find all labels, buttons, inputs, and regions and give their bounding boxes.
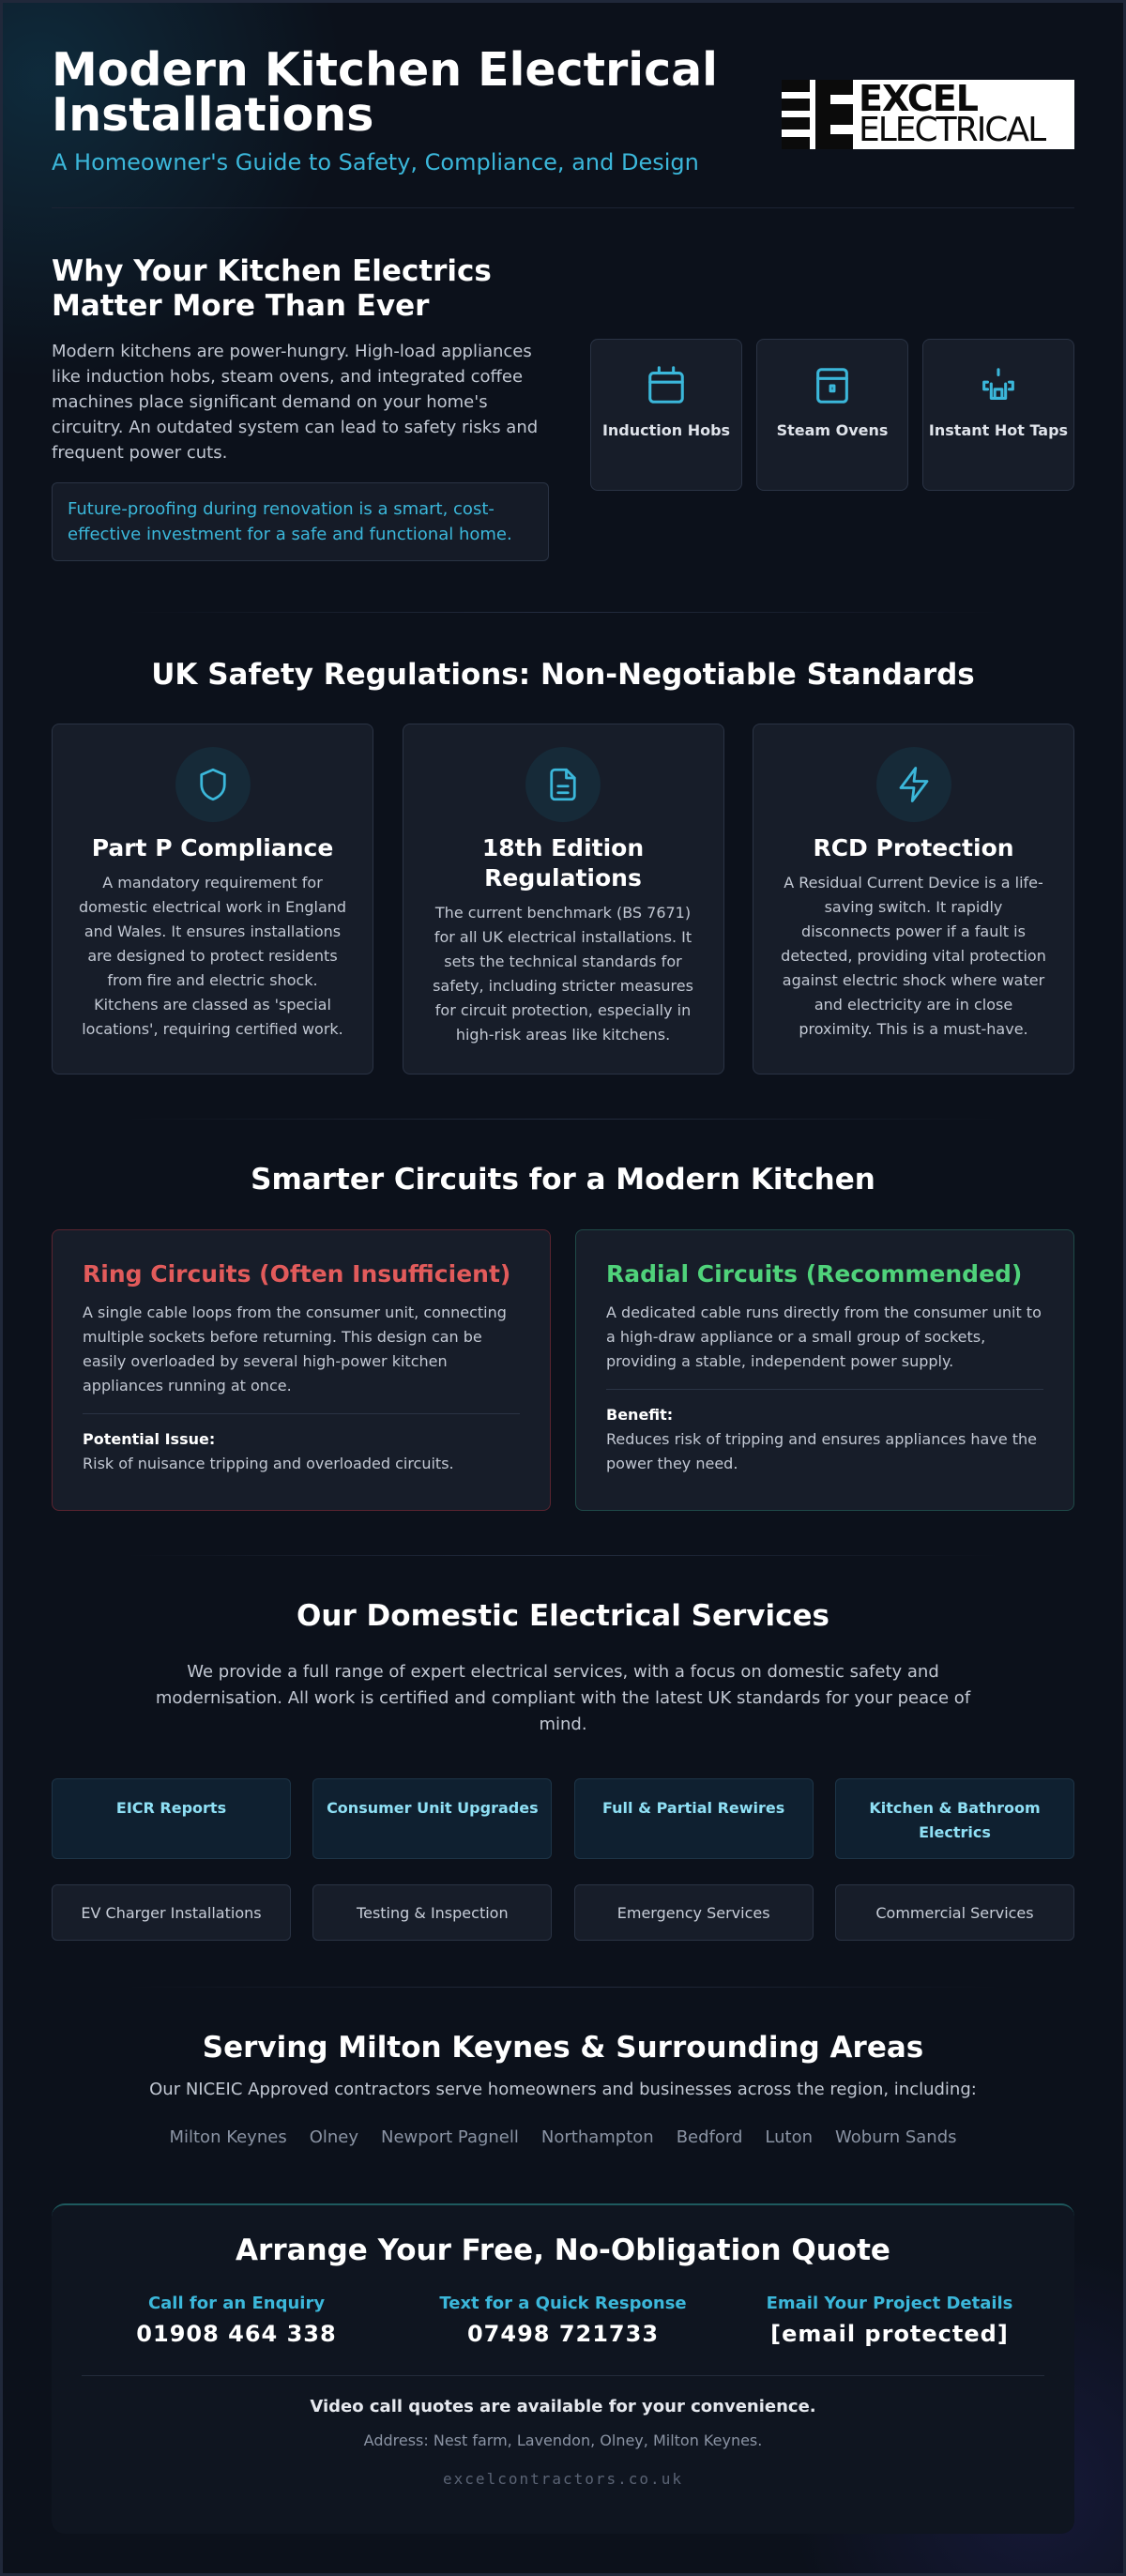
oven-icon (811, 364, 854, 407)
why-heading: Why Your Kitchen Electrics Matter More Than Ever (52, 254, 492, 323)
why-callout: Future-proofing during renovation is a smart, cost-effective investment for a safe and functional home. (52, 482, 549, 561)
ring-issue-label: Potential Issue: (83, 1430, 216, 1448)
header (52, 3, 1074, 209)
contact-email[interactable] (735, 2294, 1044, 2347)
divider (52, 207, 1074, 208)
area-item: Newport Pagnell (381, 2127, 519, 2147)
area-item: Milton Keynes (169, 2127, 287, 2147)
contact-label: Email Your Project Details (766, 2294, 1013, 2313)
email-address[interactable]: [email protected] (770, 2321, 1009, 2347)
service-consumer-unit-upgrades[interactable]: Consumer Unit Upgrades (312, 1778, 552, 1859)
regulations-section (52, 613, 1074, 1120)
ring-title: Ring Circuits (Often Insufficient) (83, 1260, 511, 1288)
phone-number[interactable]: 01908 464 338 (136, 2321, 337, 2347)
cta-heading: Arrange Your Free, No-Obligation Quote (236, 2233, 890, 2267)
lightning-icon (894, 765, 934, 804)
appliance-card-oven (756, 339, 908, 491)
circuits-heading: Smarter Circuits for a Modern Kitchen (251, 1163, 875, 1197)
radial-benefit-text: Reduces risk of tripping and ensures appliances have the power they need. (606, 1430, 1038, 1472)
mobile-number[interactable]: 07498 721733 (466, 2321, 660, 2347)
area-item: Bedford (676, 2127, 743, 2147)
appliance-label: Instant Hot Taps (928, 421, 1069, 439)
service-ev-charger[interactable]: EV Charger Installations (52, 1884, 291, 1941)
areas-section (52, 1988, 1074, 2203)
services-section (52, 1556, 1074, 1988)
divider (83, 1413, 520, 1414)
reg-title: RCD Protection (813, 834, 1014, 861)
services-heading: Our Domestic Electrical Services (297, 1599, 829, 1633)
contact-call[interactable] (82, 2294, 391, 2347)
reg-body: A mandatory requirement for domestic electrical work in England and Wales. It ensures installations are designed to protect residents from fire and electric shock. Kitchens are classed as 'special locations', requiring certified work. (78, 874, 347, 1038)
appliance-cards (590, 339, 1074, 491)
contact-label: Call for an Enquiry (147, 2294, 326, 2313)
contact-label: Text for a Quick Response (439, 2294, 687, 2313)
logo-mark-icon (782, 80, 857, 149)
reg-body: The current benchmark (BS 7671) for all UK electrical installations. It sets the technical standards for safety, including stricter measures for circuit protection, especially in high-risk areas like kitchens. (433, 904, 693, 1044)
website-link[interactable]: excelcontractors.co.uk (443, 2470, 683, 2488)
shield-icon (193, 765, 233, 804)
page-title: Modern Kitchen Electrical Installations (52, 43, 718, 142)
radial-benefit-label: Benefit: (606, 1406, 674, 1424)
appliance-card-taps (922, 339, 1074, 491)
area-list (52, 2127, 1074, 2147)
excel-electrical-logo (782, 80, 1074, 149)
area-item: Woburn Sands (835, 2127, 957, 2147)
areas-intro: Our NICEIC Approved contractors serve homeowners and businesses across the region, including: (149, 2080, 977, 2099)
ring-body: A single cable loops from the consumer unit, connecting multiple sockets before returning. This design can be easily overloaded by several high-power kitchen appliances running at once. (83, 1303, 507, 1395)
document-icon (543, 765, 583, 804)
service-eicr-reports[interactable]: EICR Reports (52, 1778, 291, 1859)
area-item: Northampton (540, 2127, 654, 2147)
contact-text[interactable] (408, 2294, 718, 2347)
service-commercial[interactable]: Commercial Services (835, 1884, 1074, 1941)
area-item: Luton (765, 2127, 814, 2147)
radial-title: Radial Circuits (Recommended) (606, 1260, 1023, 1288)
reg-title: 18th Edition Regulations (481, 834, 645, 892)
appliance-label: Induction Hobs (601, 421, 731, 439)
hob-icon (645, 364, 688, 407)
video-call-note: Video call quotes are available for your convenience. (310, 2397, 816, 2416)
services-intro: We provide a full range of expert electrical services, with a focus on domestic safety and modernisation. All work is certified and compliant with the latest UK standards for your peace of mind. (155, 1662, 971, 1734)
regulations-heading: UK Safety Regulations: Non-Negotiable Standards (151, 658, 975, 692)
areas-heading: Serving Milton Keynes & Surrounding Areas (202, 2031, 924, 2065)
radial-body: A dedicated cable runs directly from the consumer unit to a high-draw appliance or a small group of sockets, providing a stable, independent power supply. (606, 1303, 1042, 1370)
ring-issue-text: Risk of nuisance tripping and overloaded circuits. (83, 1455, 454, 1472)
reg-title: Part P Compliance (91, 834, 334, 861)
ring-circuit-card (52, 1229, 551, 1511)
reg-card-part-p (52, 724, 373, 1075)
logo-line-2: ELECTRICAL (859, 111, 1045, 149)
circuits-section (52, 1120, 1074, 1556)
service-kitchen-bathroom[interactable]: Kitchen & Bathroom Electrics (835, 1778, 1074, 1859)
area-item: Olney (309, 2127, 359, 2147)
appliance-label: Steam Ovens (776, 421, 889, 439)
divider (82, 2375, 1044, 2376)
radial-circuit-card (575, 1229, 1074, 1511)
reg-card-rcd (753, 724, 1074, 1075)
reg-body: A Residual Current Device is a life-saving switch. It rapidly disconnects power if a fault is detected, providing vital protection against electric shock where water and electricity are in close proximity. This is a must-have. (781, 874, 1046, 1038)
quote-cta (52, 2203, 1074, 2534)
divider (606, 1389, 1043, 1390)
service-rewires[interactable]: Full & Partial Rewires (574, 1778, 814, 1859)
page-subtitle: A Homeowner's Guide to Safety, Compliance, and Design (52, 149, 699, 175)
service-testing-inspection[interactable]: Testing & Inspection (312, 1884, 552, 1941)
tap-icon (977, 364, 1020, 407)
appliance-card-induction (590, 339, 742, 491)
service-emergency[interactable]: Emergency Services (574, 1884, 814, 1941)
reg-card-18th-edition (403, 724, 724, 1075)
logo-line-1: EXCEL (859, 78, 978, 119)
address: Address: Nest farm, Lavendon, Olney, Milton Keynes. (363, 2431, 763, 2449)
why-body: Modern kitchens are power-hungry. High-load appliances like induction hobs, steam ovens, and integrated coffee machines place significant demand on your home's circuitry. An outdated system can lead to safety risks and frequent power cuts. (52, 342, 539, 463)
why-section (52, 209, 1074, 613)
